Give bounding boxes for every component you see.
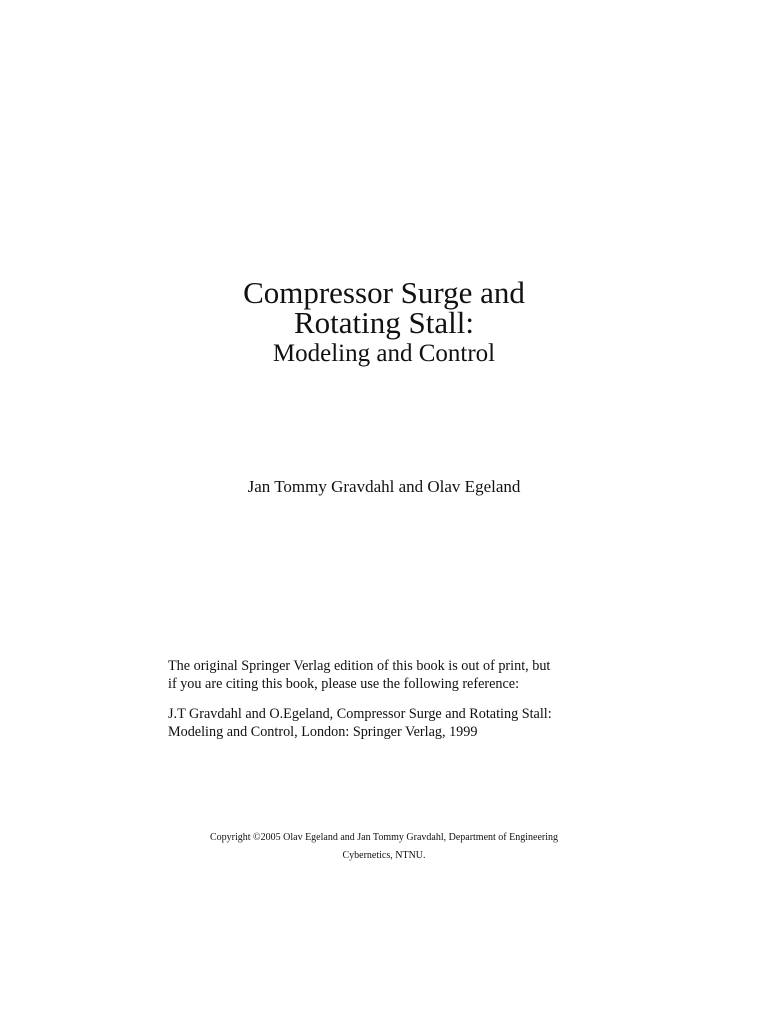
book-subtitle: Modeling and Control — [272, 340, 496, 367]
copyright-line-1: Copyright ©2005 Olav Egeland and Jan Tommy Gravdahl, Department of Engineering — [209, 832, 559, 843]
title-line-2: Rotating Stall: — [294, 305, 474, 340]
book-title — [0, 275, 768, 370]
notice-line-2: if you are citing this book, please use the following reference: — [168, 676, 520, 692]
citation-reference — [168, 705, 628, 741]
copyright-notice — [0, 829, 768, 865]
title-line-1: Compressor Surge and — [243, 275, 525, 310]
notice-line-1: The original Springer Verlag edition of this book is out of print, but — [168, 658, 551, 674]
reference-line-1: J.T Gravdahl and O.Egeland, Compressor Surge and Rotating Stall: — [168, 706, 552, 722]
reference-line-2: Modeling and Control, London: Springer Verlag, 1999 — [168, 724, 478, 740]
citation-notice — [168, 657, 628, 741]
author-names: Jan Tommy Gravdahl and Olav Egeland — [247, 477, 521, 496]
notice-text — [168, 657, 628, 693]
copyright-line-2: Cybernetics, NTNU. — [342, 850, 426, 861]
